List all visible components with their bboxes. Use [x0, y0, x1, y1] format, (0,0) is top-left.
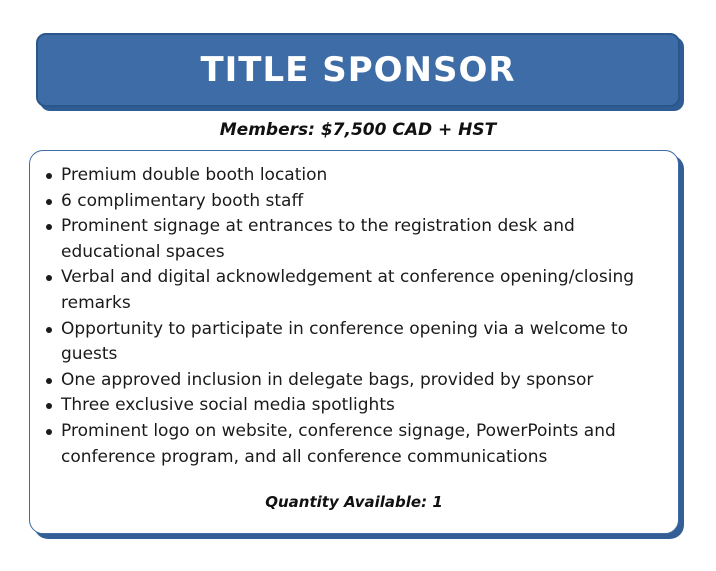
- header-banner: [36, 33, 680, 107]
- bullet-icon: [46, 327, 52, 333]
- benefit-text: 6 complimentary booth staff: [61, 190, 304, 211]
- bullet-icon: [46, 275, 52, 281]
- bullet-icon: [46, 403, 52, 409]
- benefit-text: Prominent logo on website, conference signage, PowerPoints and conference program, and all conference communications: [61, 420, 616, 467]
- list-item: [44, 368, 666, 394]
- list-item: [44, 214, 666, 265]
- bullet-icon: [46, 378, 52, 384]
- benefit-text: Opportunity to participate in conference opening via a welcome to guests: [61, 318, 629, 365]
- price-line: Members: $7,500 CAD + HST: [219, 120, 497, 140]
- bullet-icon: [46, 199, 52, 205]
- bullet-icon: [46, 173, 52, 179]
- list-item: [44, 189, 666, 215]
- quantity-available: Quantity Available: 1: [265, 493, 443, 511]
- bullet-icon: [46, 224, 52, 230]
- list-item: [44, 317, 666, 368]
- list-item: [44, 163, 666, 189]
- benefit-text: Three exclusive social media spotlights: [61, 395, 395, 416]
- benefit-text: Verbal and digital acknowledgement at conference opening/closing remarks: [61, 267, 635, 313]
- page-title: TITLE SPONSOR: [200, 50, 516, 90]
- bullet-icon: [46, 429, 52, 435]
- benefit-text: Prominent signage at entrances to the registration desk and educational spaces: [61, 216, 575, 262]
- list-item: [44, 393, 666, 419]
- benefits-card: [29, 150, 679, 534]
- list-item: [44, 419, 666, 470]
- benefits-list: [44, 163, 666, 470]
- benefit-text: Premium double booth location: [61, 165, 328, 185]
- list-item: [44, 265, 666, 316]
- benefit-text: One approved inclusion in delegate bags, provided by sponsor: [61, 369, 594, 390]
